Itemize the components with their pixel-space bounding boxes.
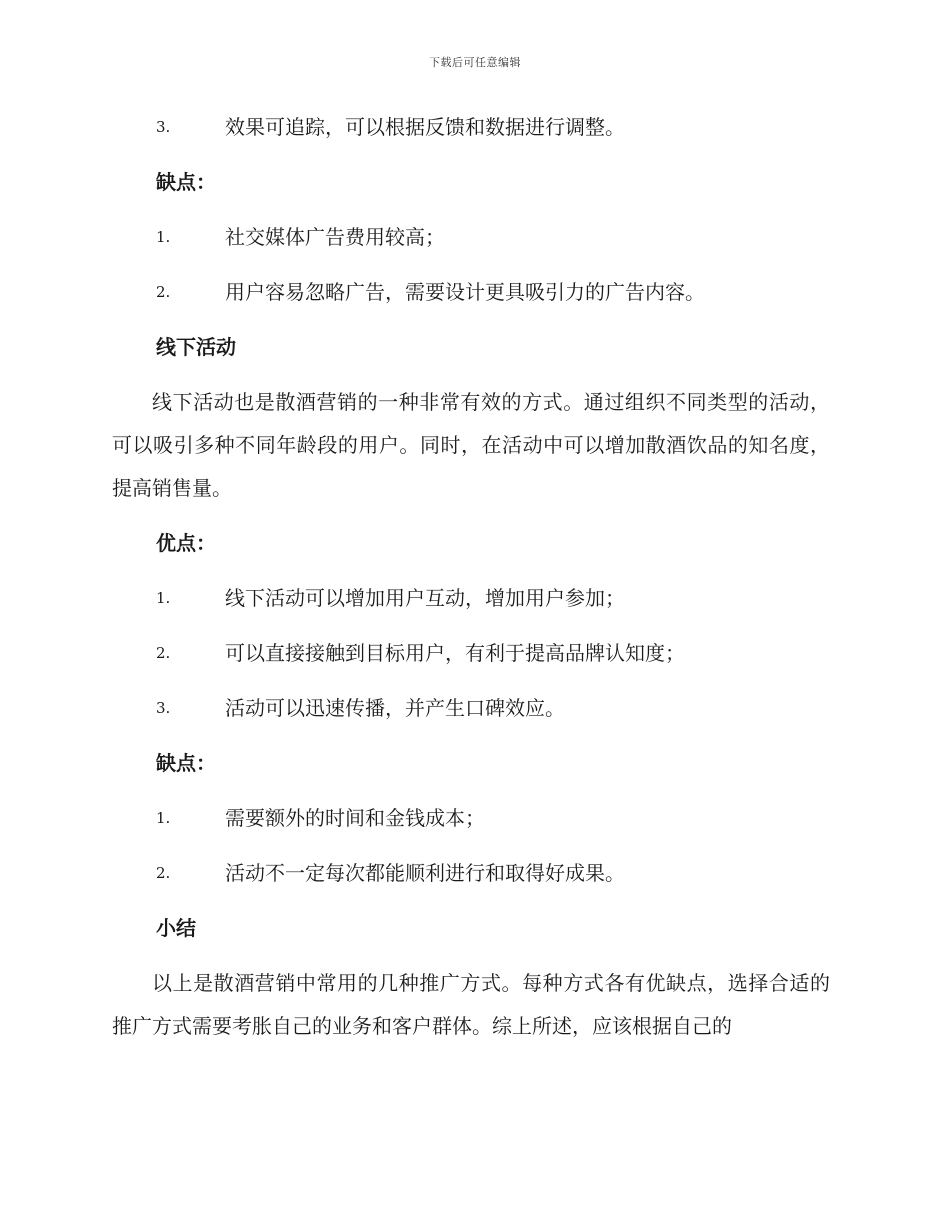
section-heading-cons: 缺点： — [156, 170, 216, 194]
list-item — [112, 265, 830, 320]
list-item — [112, 791, 830, 846]
list-item — [112, 626, 830, 681]
list-item — [112, 681, 830, 736]
list-text: 活动不一定每次都能顺利进行和取得好成果。 — [225, 861, 625, 885]
paragraph: 线下活动也是散酒营销的一种非常有效的方式。通过组织不同类型的活动，可以吸引多种不同年龄段的用户。同时，在活动中可以增加散酒饮品的知名度，提高销售量。 — [112, 390, 830, 500]
list-text: 用户容易忽略广告，需要设计更具吸引力的广告内容。 — [225, 280, 705, 304]
list-item — [112, 100, 830, 155]
list-text: 可以直接接触到目标用户，有利于提高品牌认知度； — [225, 641, 685, 665]
list-text: 效果可追踪，可以根据反馈和数据进行调整。 — [225, 115, 625, 139]
list-item — [112, 210, 830, 265]
list-text: 线下活动可以增加用户互动，增加用户参加； — [225, 586, 625, 610]
list-number: 1. — [156, 228, 171, 246]
list-number: 3. — [156, 699, 171, 717]
list-number: 3. — [156, 118, 171, 136]
section-heading-summary: 小结 — [156, 916, 196, 940]
section-heading-offline-events: 线下活动 — [156, 335, 236, 359]
list-number: 2. — [156, 283, 171, 301]
document-body — [112, 100, 830, 1054]
paragraph: 以上是散酒营销中常用的几种推广方式。每种方式各有优缺点，选择合适的推广方式需要考胀自己的业务和客户群体。综上所述，应该根据自己的 — [112, 971, 830, 1038]
list-number: 2. — [156, 644, 171, 662]
section-heading-pros: 优点： — [156, 531, 216, 555]
list-number: 1. — [156, 809, 171, 827]
list-text: 活动可以迅速传播，并产生口碑效应。 — [225, 696, 565, 720]
page-header: 下载后可任意编辑 — [429, 56, 521, 69]
list-item — [112, 571, 830, 626]
list-item — [112, 846, 830, 901]
list-number: 1. — [156, 589, 171, 607]
section-heading-cons: 缺点： — [156, 751, 216, 775]
list-number: 2. — [156, 864, 171, 882]
list-text: 社交媒体广告费用较高； — [225, 225, 445, 249]
list-text: 需要额外的时间和金钱成本； — [225, 806, 485, 830]
